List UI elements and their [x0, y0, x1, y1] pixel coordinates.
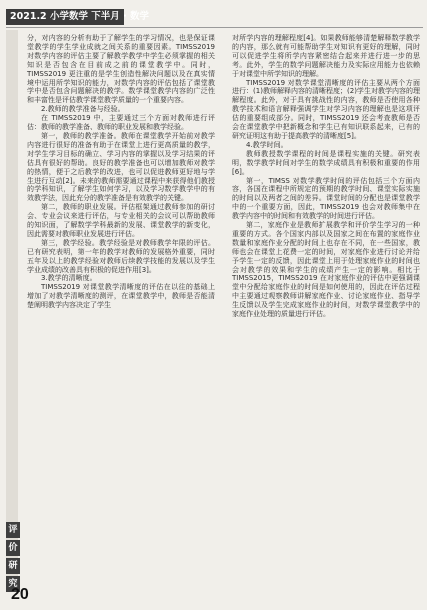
- section-heading: 2.教师的教学准备与经验。: [41, 105, 125, 114]
- page-number: 20: [11, 586, 29, 603]
- sidebar-strip: [6, 30, 18, 590]
- paragraph: TIMSS2019 对数学课堂清晰度的评估主要从两个方面进行：(1)教师解释内容的清晰程度；(2)学生对教学内容的理解程度。此外，对于具有挑战性的内容，教师是否使用各种教学技术和语言解释强调学生对学习内容的理解也是这项评估的重要组成部分。同时，TIMSS2019 还会考查教师是否会在课堂教学中把新概念和学生已有知识联系起来，已有的研究证明这有助于提高教学的清晰度[5]。: [232, 78, 420, 140]
- paragraph: 第一，TIMSS 对数学教学时间的评估包括三个方面内容，各国在课程中所规定的预期的教学时间、课堂实际实施的时间以及两者之间的差异。课堂时间的分配也是课堂教学中的一个重要方面，因此，TIMSS2019 也会对教师集中在教学内容中的时间和有效教学的时间进行评估。: [232, 176, 420, 221]
- paragraph: TIMSS2019 对课堂教学清晰度的评估在以往的基础上增加了对教学清晰度的测评，在课堂教学中，教师是否能清楚阐明教学内容决定了学生: [27, 283, 215, 310]
- paragraph: 第二，教师的职业发展。评估框架通过教师参加的研讨会、专业会议来进行评估，与专业相关的会议可以帮助教师的知识面，了解数学学科最新的发展、课堂教学的新变化，因此需要对教师职业发展进行评估。: [27, 203, 215, 238]
- left-text-column: [27, 34, 215, 310]
- paragraph: 对所学内容的理解程度[4]。如果教师能够清楚解释数学教学的内容，那么就有可能帮助学生对知识有更好的理解，同时可以促进学生将所学内容紧密结合起来并进行进一步的思考。此外，学生的数学问题解决能力及实际应用能力也依赖于对课堂中所学知识的理解。: [232, 34, 420, 78]
- paragraph: 第二，家庭作业是教师扩展教学和评价学生学习的一种重要的方式。各个国家内部以及国家之间在布置的家庭作业数量和家庭作业分配的时间上也存在不同，在一些国家，教师也会在课堂上花费一定的时间，对家庭作业进行讨论并给予学生一定的反馈，因此课堂上用于处理家庭作业的时间也会对教学的效果和学生的成绩产生一定的影响。相比于 TIMSS2015，TIMSS2019 在对家庭作业的评估中更强调课堂中分配给家庭作业的时间是如何使用的，因此在评估过程中主要通过观察教师讲解家庭作业、讨论家庭作业、指导学生反馈以及学生完成家庭作业的时间，对数学课堂教学中的家庭作业处理的质量进行评估。: [232, 221, 420, 319]
- paragraph: 第三，教学经验。教学经验是对教师教学年限的评估。已有研究表明，第一年的教学对教师的发展格外重要，同时五年及以上的教学经验对教师后续教学技能的发展以及学生学业成绩的改善具有积极的促进作用[3]。: [27, 238, 215, 274]
- paragraph: 教师教授数学课程的时间是课程实施的关键。研究表明，数学教学时间对学生的数学成绩具有积极和重要的作用[6]。: [232, 149, 420, 176]
- paragraph: 第一，教师的教学准备。教师在课堂教学开始前对教学内容进行很好的准备有助于在课堂上进行更高质量的教学，对学生学习目标的确立、学习内容的掌握以及学习结果的评估具有很好的帮助。良好的教学准备也可以增加教师对教学的热情，便于之后教学的改进，也可以促进教师更好地与学生进行互动[2]。未来的教师需要通过课程中来获得他们教授的学科知识，了解学生如何学习，以及学习数学教学中的有效教学法，因此充分的教学准备是有效教学的关键。: [27, 131, 215, 203]
- page-header: [0, 0, 427, 30]
- section-heading: 3.教学的清晰度。: [41, 274, 97, 283]
- sidebar-tag: 价: [6, 540, 20, 556]
- sidebar-tag: 究: [6, 576, 20, 592]
- sidebar-tag: 研: [6, 558, 20, 574]
- sidebar-tag: 评: [6, 522, 20, 538]
- paragraph: 分，对内容的分析有助于了解学生的学习情况，也是保证课堂教学的学生学业成就之间关系的重要因素。TIMSS2019 对数学内容的评估主要了解教学教学中学生必须掌握的相关知识是否包含在目前成之前的课堂教学中。同时，TIMSS2019 更注重的是学生创造性解决问题以及在真实情境中运用所学知识的能力，对数学内容的评估包括了课堂教学中是否包含问题解决的教学。数学课堂教学内容的广泛性和丰富性是评估教学课堂教学质量的一个重要内容。: [27, 34, 215, 105]
- header-divider: [6, 27, 423, 28]
- issue-label: 2021.2 小学数学 下半月 · 数学: [6, 9, 124, 25]
- paragraph: 在 TIMSS2019 中，主要通过三个方面对教师进行评估：教师的教学准备、教师的职业发展和教学经验。: [27, 114, 215, 132]
- section-heading: 4.教学时间。: [246, 140, 288, 149]
- right-text-column: [232, 34, 420, 319]
